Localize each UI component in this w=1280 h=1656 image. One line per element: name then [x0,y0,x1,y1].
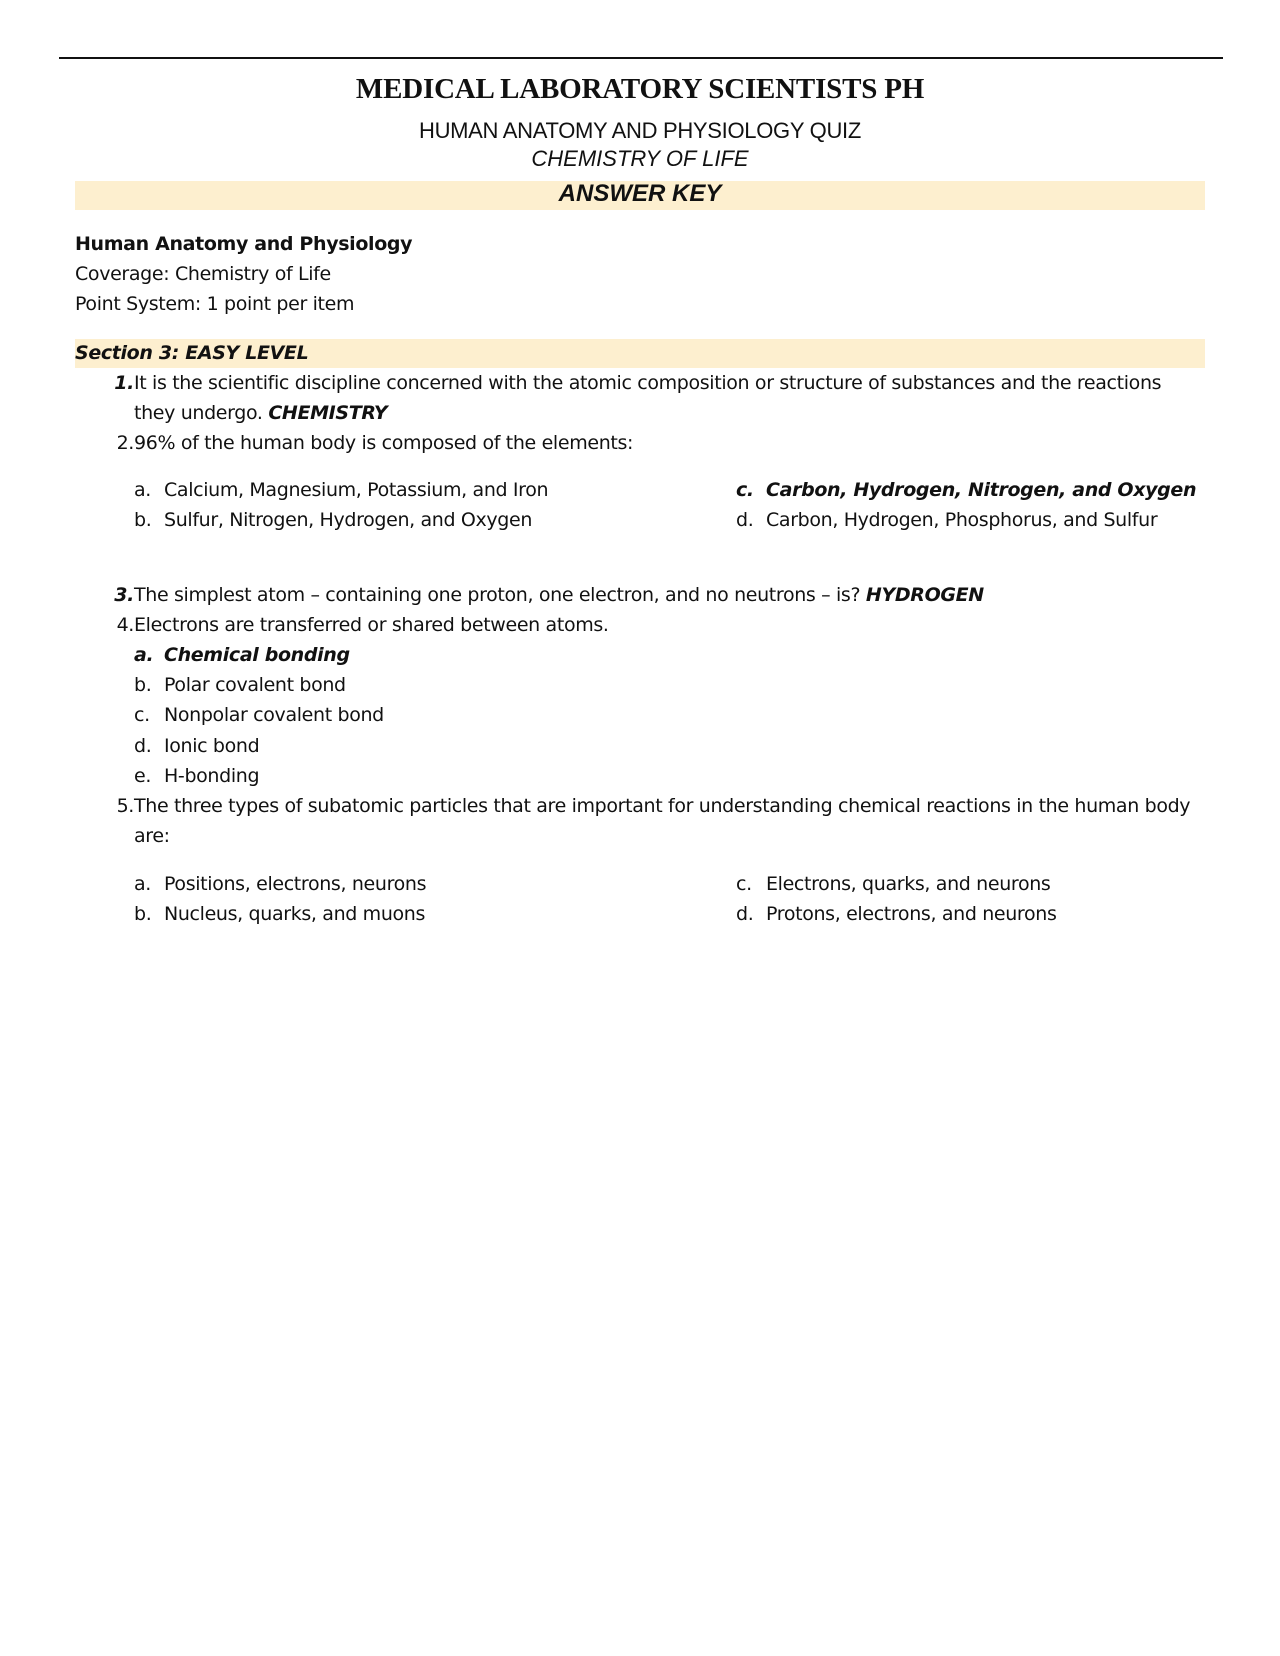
option-letter: b. [134,509,152,531]
option-text: Nucleus, quarks, and muons [164,903,426,925]
option-letter: b. [134,674,152,696]
header-rule [59,57,1223,59]
option-text: Protons, electrons, and neurons [766,903,1057,925]
option-text: Nonpolar covalent bond [164,704,384,726]
option-letter: d. [736,509,754,531]
topic-title: CHEMISTRY OF LIFE [531,146,749,171]
option-letter: e. [134,765,152,787]
option-text: Calcium, Magnesium, Potassium, and Iron [164,479,549,501]
question-text: they undergo. [134,402,263,424]
question-text: The simplest atom – containing one proton, one electron, and no neutrons – is? [134,584,861,606]
option-letter: d. [134,735,152,757]
option-text: Carbon, Hydrogen, Phosphorus, and Sulfur [766,509,1158,531]
question-text-continued: are: [134,825,170,847]
answer-key-title: ANSWER KEY [558,180,722,207]
option-text: Ionic bond [164,735,260,757]
question-number: 1. [114,372,134,394]
option-letter: c. [736,479,754,501]
question-text-continued [134,398,387,428]
option-text: Electrons, quarks, and neurons [766,873,1051,895]
answer-text: HYDROGEN [865,584,984,606]
option-text: Chemical bonding [164,644,350,666]
question-text: It is the scientific discipline concerned with the atomic composition or structure of substances and the reactions [134,372,1162,394]
answer-text: CHEMISTRY [268,402,388,424]
organization-title: MEDICAL LABORATORY SCIENTISTS PH [355,73,925,105]
option-text: H-bonding [164,765,260,787]
question-number: 5. [116,795,134,817]
coverage-line: Coverage: Chemistry of Life [75,263,331,285]
quiz-info [75,229,412,319]
question-text: 96% of the human body is composed of the elements: [134,432,634,454]
option-letter: a. [134,873,151,895]
option-text: Sulfur, Nitrogen, Hydrogen, and Oxygen [164,509,533,531]
option-letter: c. [736,873,752,895]
option-text: Polar covalent bond [164,674,346,696]
option-letter: b. [134,903,152,925]
option-text: Positions, electrons, neurons [164,873,427,895]
option-letter: a. [134,479,151,501]
option-text: Carbon, Hydrogen, Nitrogen, and Oxygen [766,479,1197,501]
section-title: Section 3: EASY LEVEL [75,342,309,364]
option-letter: a. [134,644,154,666]
subject-line: Human Anatomy and Physiology [75,233,413,255]
point-system-line: Point System: 1 point per item [75,293,355,315]
option-letter: d. [736,903,754,925]
option-letter: c. [134,704,150,726]
question-text: The three types of subatomic particles that are important for understanding chemical reactions in the human body [134,795,1191,817]
quiz-title: HUMAN ANATOMY AND PHYSIOLOGY QUIZ [418,118,861,143]
question-text-line [134,580,984,610]
question-text: Electrons are transferred or shared between atoms. [134,614,609,636]
question-number: 2. [116,432,134,454]
question-number: 4. [116,614,134,636]
question-number: 3. [114,584,134,606]
